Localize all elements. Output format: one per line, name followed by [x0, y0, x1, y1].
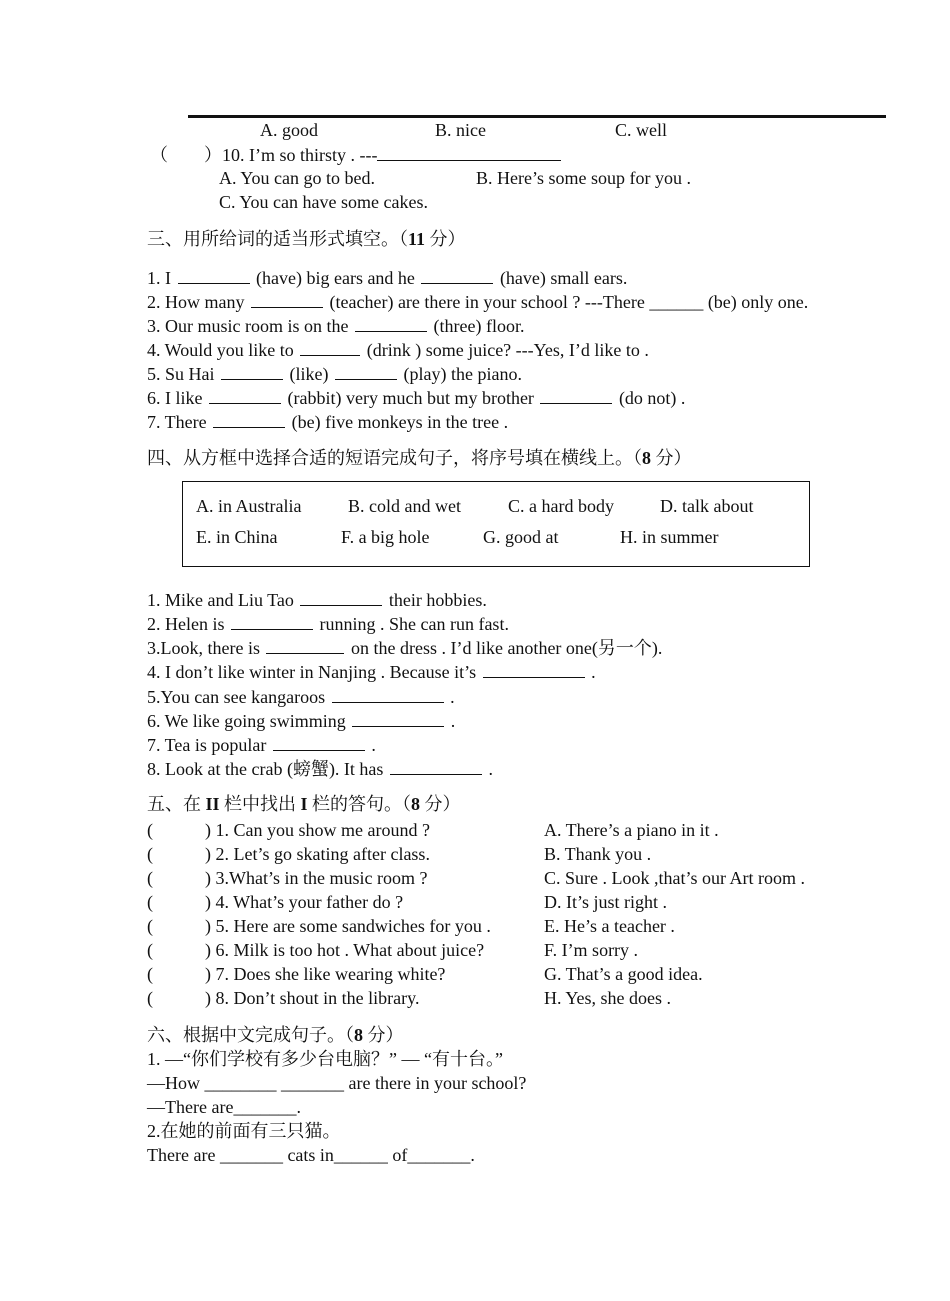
section6-title-points: 8	[354, 1025, 363, 1045]
s4-q1-text1: 1. Mike and Liu Tao	[147, 590, 299, 610]
s5-left-8: ) 8. Don’t shout in the library.	[205, 988, 420, 1008]
s5-right-d: D. It’s just right .	[544, 892, 668, 912]
box-option-g: G. good at	[483, 527, 559, 547]
s4-q8	[147, 756, 493, 781]
s6-q1-line2[interactable]: —There are_______.	[147, 1097, 301, 1117]
s4-q5-text2: .	[445, 687, 455, 707]
section4-title-post: 分）	[651, 448, 692, 468]
s6-q2-chinese: 2.在她的前面有三只猫。	[147, 1121, 341, 1141]
s4-q6	[147, 708, 455, 733]
q10-option-c: C. You can have some cakes.	[219, 192, 428, 212]
s3-q2-text1: 2. How many	[147, 292, 249, 312]
box-option-e: E. in China	[196, 527, 278, 547]
s4-q2-blank[interactable]	[231, 611, 313, 630]
s3-q5-text2: (like)	[285, 364, 333, 384]
section3-title-points: 11	[408, 229, 426, 249]
s3-q6-blank1[interactable]	[209, 385, 281, 404]
s3-q4	[147, 337, 649, 362]
s4-q3-blank[interactable]	[266, 635, 344, 654]
section5-title-post2: 分）	[420, 794, 461, 814]
section6-title	[147, 1023, 404, 1047]
s3-q3-blank1[interactable]	[355, 313, 427, 332]
s5-left-2: ) 2. Let’s go skating after class.	[205, 844, 430, 864]
s5-left-2-bracket[interactable]: (	[147, 844, 153, 864]
s3-q1-blank2[interactable]	[421, 265, 493, 284]
s4-q3-text1: 3.Look, there is	[147, 638, 265, 658]
s5-left-1: ) 1. Can you show me around ?	[205, 820, 430, 840]
s4-q8-blank[interactable]	[390, 756, 482, 775]
q10-line	[150, 142, 561, 167]
box-option-d: D. talk about	[660, 496, 754, 516]
q10-option-a: A. You can go to bed.	[219, 168, 375, 188]
s3-q5-text3: (play) the piano.	[398, 364, 522, 384]
s3-q6-blank2[interactable]	[540, 385, 612, 404]
s5-left-7: ) 7. Does she like wearing white?	[205, 964, 446, 984]
s6-q2-line1[interactable]: There are _______ cats in______ of_______.	[147, 1145, 475, 1165]
s4-q7-blank[interactable]	[273, 732, 365, 751]
q10-bracket: （ ）	[150, 145, 222, 165]
q10-option-b: B. Here’s some soup for you .	[476, 168, 691, 188]
s4-q7	[147, 732, 376, 757]
s4-q7-text1: 7. Tea is popular	[147, 735, 271, 755]
s5-left-1-bracket[interactable]: (	[147, 820, 153, 840]
section4-title-points: 8	[642, 448, 651, 468]
s3-q3-text2: (three) floor.	[428, 316, 525, 336]
s5-right-c: C. Sure . Look ,that’s our Art room .	[544, 868, 805, 888]
s5-right-b: B. Thank you .	[544, 844, 652, 864]
s3-q1-text1: 1. I	[147, 268, 176, 288]
s4-q3	[147, 635, 662, 660]
s4-q8-text2: .	[483, 759, 493, 779]
s3-q6-text2: (rabbit) very much but my brother	[283, 388, 539, 408]
s4-q5	[147, 684, 455, 709]
s4-q7-text2: .	[366, 735, 376, 755]
s5-right-e: E. He’s a teacher .	[544, 916, 675, 936]
s5-right-h: H. Yes, she does .	[544, 988, 672, 1008]
s4-q3-text2: on the dress . I’d like another one(另一个).	[346, 638, 663, 658]
s3-q5-blank1[interactable]	[221, 361, 283, 380]
s3-q1-text3: (have) small ears.	[495, 268, 628, 288]
s3-q5-text1: 5. Su Hai	[147, 364, 219, 384]
section3-title-pre: 三、用所给词的适当形式填空。（	[147, 229, 408, 249]
s4-q4-text1: 4. I don’t like winter in Nanjing . Because it’s	[147, 662, 481, 682]
s4-q4-text2: .	[586, 662, 596, 682]
q10-blank[interactable]	[377, 142, 561, 161]
s3-q5-blank2[interactable]	[335, 361, 397, 380]
s3-q3-text1: 3. Our music room is on the	[147, 316, 353, 336]
section5-title-points: 8	[411, 794, 421, 814]
s3-q5	[147, 361, 522, 386]
s4-q6-blank[interactable]	[352, 708, 444, 727]
s5-left-4-bracket[interactable]: (	[147, 892, 153, 912]
section3-title	[147, 227, 466, 251]
s4-q1-blank[interactable]	[300, 587, 382, 606]
section3-title-post: 分）	[425, 229, 466, 249]
s4-q2	[147, 611, 509, 636]
phrase-box	[182, 481, 810, 567]
s4-q1	[147, 587, 487, 612]
s5-left-5: ) 5. Here are some sandwiches for you .	[205, 916, 491, 936]
box-option-h: H. in summer	[620, 527, 719, 547]
s3-q2-blank1[interactable]	[251, 289, 323, 308]
q10-stem: 10. I’m so thirsty . ---	[222, 145, 378, 165]
box-option-a: A. in Australia	[196, 496, 302, 516]
s5-left-5-bracket[interactable]: (	[147, 916, 153, 936]
s3-q1-text2: (have) big ears and he	[251, 268, 420, 288]
s4-q6-text2: .	[446, 711, 456, 731]
s5-left-3: ) 3.What’s in the music room ?	[205, 868, 428, 888]
s5-left-6-bracket[interactable]: (	[147, 940, 153, 960]
box-option-c: C. a hard body	[508, 496, 614, 516]
s4-q1-text2: their hobbies.	[384, 590, 487, 610]
s5-left-7-bracket[interactable]: (	[147, 964, 153, 984]
s3-q2-text2: (teacher) are there in your school ? ---There ______ (be) only one.	[325, 292, 809, 312]
s3-q4-text2: (drink ) some juice? ---Yes, I’d like to .	[362, 340, 649, 360]
s5-right-g: G. That’s a good idea.	[544, 964, 703, 984]
section6-title-pre: 六、根据中文完成句子。（	[147, 1025, 354, 1045]
s3-q7	[147, 409, 508, 434]
section4-title-pre: 四、从方框中选择合适的短语完成句子，将序号填在横线上。（	[147, 448, 642, 468]
s3-q1	[147, 265, 627, 290]
s3-q4-blank1[interactable]	[300, 337, 360, 356]
section5-title-mid: 栏中找出	[219, 794, 301, 814]
s5-left-8-bracket[interactable]: (	[147, 988, 153, 1008]
s3-q3	[147, 313, 524, 338]
s5-left-3-bracket[interactable]: (	[147, 868, 153, 888]
s3-q4-text1: 4. Would you like to	[147, 340, 299, 360]
q9-option-b: B. nice	[435, 120, 486, 140]
section5-title-col1: I	[300, 794, 308, 814]
box-option-f: F. a big hole	[341, 527, 430, 547]
s3-q1-blank1[interactable]	[178, 265, 250, 284]
section4-title	[147, 446, 692, 470]
section6-title-post: 分）	[363, 1025, 404, 1045]
s3-q7-text1: 7. There	[147, 412, 212, 432]
section5-title	[147, 792, 461, 816]
s4-q8-text1: 8. Look at the crab (螃蟹). It has	[147, 759, 388, 779]
s6-q1-chinese: 1. —“你们学校有多少台电脑？” — “有十台。”	[147, 1049, 503, 1069]
q9-option-c: C. well	[615, 120, 667, 140]
s4-q4	[147, 659, 596, 684]
s5-right-a: A. There’s a piano in it .	[544, 820, 719, 840]
s3-q6	[147, 385, 685, 410]
s5-left-6: ) 6. Milk is too hot . What about juice?	[205, 940, 485, 960]
s4-q5-text1: 5.You can see kangaroos	[147, 687, 330, 707]
s4-q4-blank[interactable]	[483, 659, 585, 678]
s5-right-f: F. I’m sorry .	[544, 940, 639, 960]
s4-q5-blank[interactable]	[332, 684, 444, 703]
box-option-b: B. cold and wet	[348, 496, 461, 516]
s5-left-4: ) 4. What’s your father do ?	[205, 892, 404, 912]
s3-q2	[147, 289, 808, 314]
s4-q2-text2: running . She can run fast.	[314, 614, 509, 634]
s4-q6-text1: 6. We like going swimming	[147, 711, 351, 731]
section5-title-pre: 五、在	[147, 794, 206, 814]
s3-q6-text3: (do not) .	[614, 388, 686, 408]
s4-q2-text1: 2. Helen is	[147, 614, 229, 634]
s3-q6-text1: 6. I like	[147, 388, 207, 408]
section5-title-col2: II	[205, 794, 220, 814]
q9-option-a: A. good	[260, 120, 318, 140]
s6-q1-line1[interactable]: —How ________ _______ are there in your school?	[147, 1073, 527, 1093]
section5-title-post1: 栏的答句。（	[307, 794, 412, 814]
s3-q7-text2: (be) five monkeys in the tree .	[287, 412, 509, 432]
s3-q7-blank1[interactable]	[213, 409, 285, 428]
